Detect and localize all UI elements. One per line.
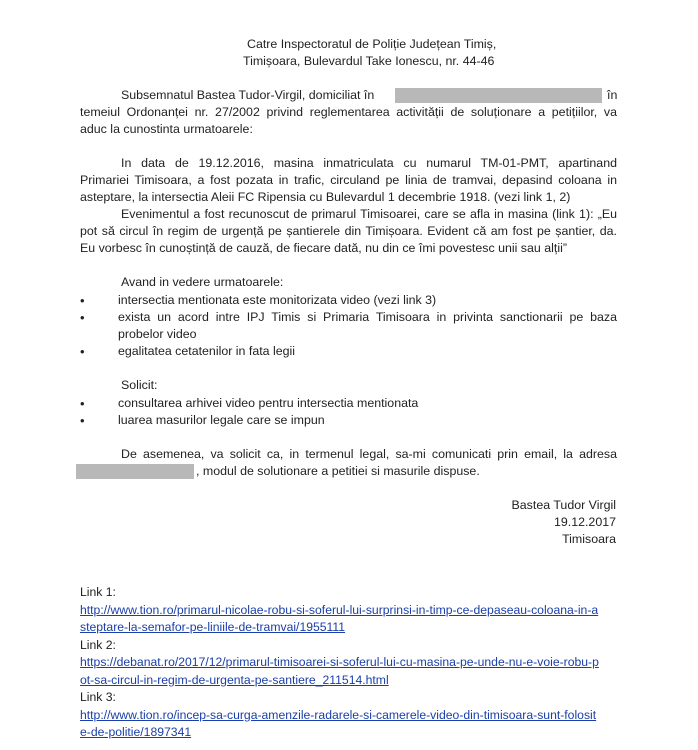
list-item: • exista un acord intre IPJ Timis si Primaria Timisoara in privinta sanctionarii pe baza probelor video xyxy=(80,309,617,343)
intro-line-2: temeiul Ordonanței nr. 27/2002 privind reglementarea activității de soluționare a petițiilor, va xyxy=(80,105,617,119)
closing-line-2: , modul de solutionare a petitiei si masurile dispuse. xyxy=(196,464,480,478)
redacted-email xyxy=(76,464,194,479)
request-list xyxy=(80,395,617,429)
link-2-label: Link 2: xyxy=(80,637,116,652)
list-item: • luarea masurilor legale care se impun xyxy=(80,412,617,429)
list-item: • intersectia mentionata este monitorizata video (vezi link 3) xyxy=(80,292,617,309)
link-1-label: Link 1: xyxy=(80,585,116,599)
list-item: • consultarea arhivei video pentru intersectia mentionata xyxy=(80,395,617,412)
link-3-url-line-2[interactable]: e-de-politie/1897341 xyxy=(80,725,192,739)
facts-p2-line-3: Eu vorbesc în cunoștință de cauză, de fiecare dată, nu din ce îmi povestesc unii sau alții” xyxy=(80,241,567,255)
redacted-address xyxy=(395,88,602,103)
link-3-url-line-1[interactable]: http://www.tion.ro/incep-sa-curga-amenzile-radarele-si-camerele-video-din-timisoara-sunt-folosit xyxy=(80,707,597,722)
link-1-url-line-2[interactable]: steptare-la-semafor-pe-liniile-de-tramvai/1955111 xyxy=(80,620,346,634)
link-3-label: Link 3: xyxy=(80,690,116,704)
facts-p1-line-1: In data de 19.12.2016, masina inmatriculata cu numarul TM-01-PMT, apartinand xyxy=(121,156,617,170)
considering-list xyxy=(80,292,617,360)
signature-date: 19.12.2017 xyxy=(553,515,616,529)
closing-line-1: De asemenea, va solicit ca, in termenul legal, sa-mi comunicati prin email, la adresa xyxy=(121,447,617,461)
considering-heading: Avand in vedere urmatoarele: xyxy=(121,275,284,289)
links-section xyxy=(80,584,617,742)
link-2-url-line-2[interactable]: ot-sa-circul-in-regim-de-urgenta-pe-santiere_211514.html xyxy=(80,672,389,687)
signature-name: Bastea Tudor Virgil xyxy=(511,498,616,512)
facts-p2-line-2: pot să circul în regim de urgență pe șantierele din Timișoara. Evident că am fost pe șantier, da. xyxy=(80,224,617,238)
intro-line-3: aduc la cunostinta urmatoarele: xyxy=(80,122,253,136)
intro-line-1-end: în xyxy=(607,88,618,102)
link-1-url-line-1[interactable]: http://www.tion.ro/primarul-nicolae-robu-si-soferul-lui-surprinsi-in-timp-ce-depaseau-coloana-in-a xyxy=(80,602,599,617)
signature-city: Timisoara xyxy=(562,532,616,546)
link-2-url-line-1[interactable]: https://debanat.ro/2017/12/primarul-timisoarei-si-soferul-lui-cu-masina-pe-unde-nu-e-voie-robu-p xyxy=(80,655,599,669)
list-item: • egalitatea cetatenilor in fata legii xyxy=(80,343,617,360)
request-heading: Solicit: xyxy=(121,378,158,392)
intro-line-1-start: Subsemnatul Bastea Tudor-Virgil, domiciliat în xyxy=(121,88,375,102)
facts-p1-line-3: asteptare, la intersectia Aleii FC Ripensia cu Bulevardul 1 decembrie 1918. (vezi link 1, 2) xyxy=(80,190,571,204)
addressee-line-2: Timișoara, Bulevardul Take Ionescu, nr. 44-46 xyxy=(243,54,495,68)
addressee-line-1: Catre Inspectoratul de Poliție Județean Timiș, xyxy=(247,37,497,51)
facts-p1-line-2: Primariei Timisoara, a fost pozata in trafic, circuland pe linia de tramvai, depasind coloana in xyxy=(80,173,617,187)
facts-p2-line-1: Evenimentul a fost recunoscut de primarul Timisoarei, care se afla in masina (link 1): „Eu xyxy=(121,207,617,221)
